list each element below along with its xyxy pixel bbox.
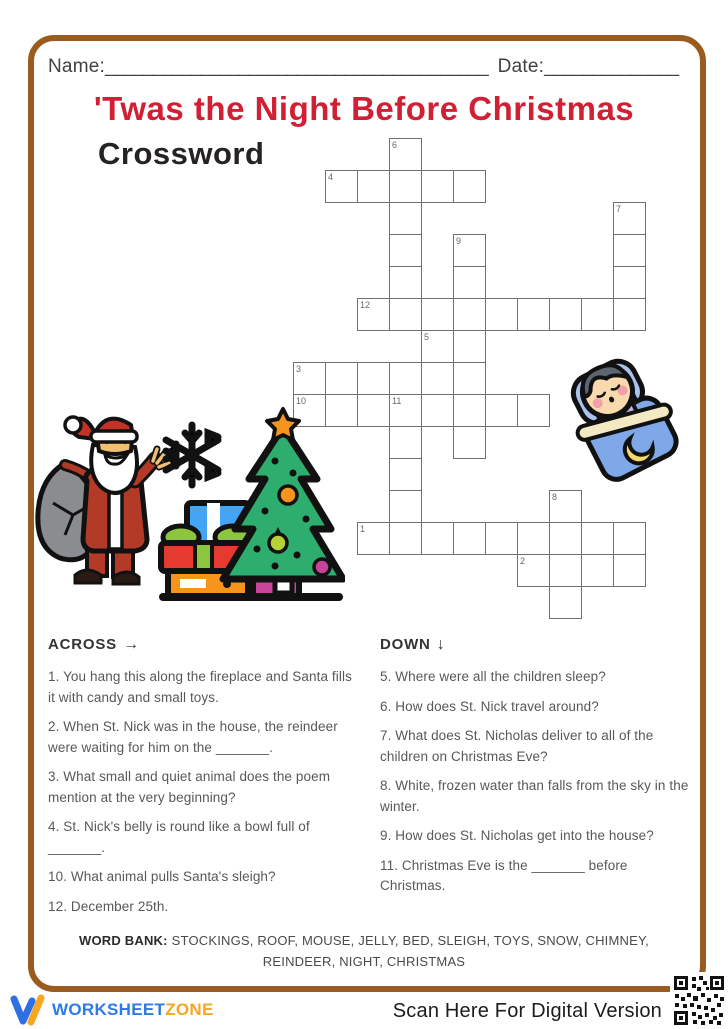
crossword-cell[interactable] (549, 522, 582, 555)
across-header: ACROSS → (48, 636, 139, 653)
word-bank-words: STOCKINGS, ROOF, MOUSE, JELLY, BED, SLEIGH, TOYS, SNOW, CHIMNEY, REINDEER, NIGHT, CHRISTMAS (171, 933, 649, 969)
down-clue-7: 7. What does St. Nicholas deliver to all of the children on Christmas Eve? (380, 728, 654, 764)
cell-number: 12 (360, 300, 371, 310)
across-clue-10: 10. What animal pulls Santa's sleigh? (48, 869, 276, 884)
crossword-cell[interactable] (581, 522, 614, 555)
cell-number: 3 (296, 364, 302, 374)
name-input-line[interactable]: ________________________________________ (104, 56, 488, 77)
crossword-cell[interactable] (453, 362, 486, 395)
crossword-cell[interactable] (357, 522, 390, 555)
crossword-cell[interactable] (453, 298, 486, 331)
crossword-cell[interactable] (453, 426, 486, 459)
date-input-line[interactable]: ______________ (544, 56, 679, 77)
crossword-cell[interactable] (421, 362, 454, 395)
crossword-cell[interactable] (485, 298, 518, 331)
cell-number: 1 (360, 524, 366, 534)
logo-w-icon (10, 994, 46, 1026)
crossword-cell[interactable] (613, 298, 646, 331)
crossword-cell[interactable] (293, 362, 326, 395)
crossword-cell[interactable] (357, 394, 390, 427)
crossword-cell[interactable] (421, 298, 454, 331)
cell-number: 2 (520, 556, 526, 566)
across-clue-12: 12. December 25th. (48, 898, 169, 914)
crossword-cell[interactable] (389, 426, 422, 459)
crossword-cell[interactable] (549, 490, 582, 523)
santa-icon (38, 417, 169, 584)
cell-number: 9 (456, 236, 462, 246)
crossword-cell[interactable] (325, 362, 358, 395)
crossword-cell[interactable] (389, 170, 422, 203)
across-clue-1: 1. You hang this along the fireplace and Santa fills it with candy and small toys. (48, 669, 352, 705)
crossword-cell[interactable] (485, 522, 518, 555)
brand-zone: ZONE (165, 1000, 214, 1019)
crossword-cell[interactable] (453, 394, 486, 427)
cell-number: 4 (328, 172, 334, 182)
crossword-cell[interactable] (421, 170, 454, 203)
crossword-cell[interactable] (453, 330, 486, 363)
crossword-cell[interactable] (613, 234, 646, 267)
crossword-cell[interactable] (549, 298, 582, 331)
crossword-cell[interactable] (517, 522, 550, 555)
ground-line (159, 593, 343, 601)
crossword-cell[interactable] (581, 298, 614, 331)
snowflake-icon (166, 425, 218, 485)
down-clue-6: 6. How does St. Nick travel around? (380, 698, 599, 714)
crossword-cell[interactable] (581, 554, 614, 587)
crossword-cell[interactable] (357, 170, 390, 203)
crossword-cell[interactable] (549, 554, 582, 587)
crossword-cell[interactable] (517, 394, 550, 427)
down-clue-8: 8. White, frozen water than falls from the sky in the winter. (380, 778, 689, 814)
name-label: Name: (48, 56, 105, 77)
crossword-cell[interactable] (389, 138, 422, 171)
crossword-cell[interactable] (453, 266, 486, 299)
crossword-cell[interactable] (357, 298, 390, 331)
word-bank-label: WORD BANK: (79, 933, 168, 948)
across-clue-3: 3. What small and quiet animal does the poem mention at the very beginning? (48, 769, 331, 805)
worksheetzone-logo[interactable] (10, 994, 214, 1026)
crossword-cell[interactable] (613, 522, 646, 555)
down-header: DOWN ↓ (380, 636, 445, 653)
christmas-scene-illustration (35, 403, 345, 603)
crossword-cell[interactable] (613, 266, 646, 299)
down-clue-11: 11. Christmas Eve is the _______ before Christmas. (380, 857, 628, 893)
across-section (48, 636, 362, 926)
sleeping-child-icon (565, 350, 680, 490)
crossword-cell[interactable] (389, 298, 422, 331)
qr-code (670, 972, 728, 1029)
cell-number: 7 (616, 204, 622, 214)
crossword-cell[interactable] (613, 554, 646, 587)
crossword-cell[interactable] (389, 234, 422, 267)
cell-number: 6 (392, 140, 398, 150)
crossword-cell[interactable] (453, 522, 486, 555)
crossword-cell[interactable] (389, 522, 422, 555)
down-clue-9: 9. How does St. Nicholas get into the house? (380, 828, 654, 843)
down-clue-5: 5. Where were all the children sleep? (380, 669, 606, 684)
cell-number: 8 (552, 492, 558, 502)
word-bank (44, 930, 684, 972)
scan-label: Scan Here For Digital Version (392, 1000, 662, 1022)
crossword-cell[interactable] (421, 330, 454, 363)
crossword-cell[interactable] (389, 266, 422, 299)
crossword-cell[interactable] (421, 522, 454, 555)
crossword-cell[interactable] (613, 202, 646, 235)
crossword-cell[interactable] (421, 394, 454, 427)
crossword-cell[interactable] (549, 586, 582, 619)
crossword-cell[interactable] (453, 170, 486, 203)
cell-number: 5 (424, 332, 430, 342)
crossword-cell[interactable] (517, 298, 550, 331)
right-arrow-icon: → (122, 636, 139, 653)
across-clue-4: 4. St. Nick's belly is round like a bowl full of _______. (48, 819, 310, 855)
crossword-cell[interactable] (389, 458, 422, 491)
date-label: Date: (497, 56, 545, 77)
brand-worksheet: WORKSHEET (52, 1000, 166, 1019)
page-subtitle: Crossword (98, 136, 265, 171)
crossword-cell[interactable] (325, 170, 358, 203)
crossword-cell[interactable] (389, 362, 422, 395)
cell-number: 10 (296, 396, 307, 406)
crossword-cell[interactable] (517, 554, 550, 587)
down-arrow-icon: ↓ (436, 636, 445, 653)
crossword-cell[interactable] (485, 394, 518, 427)
across-clue-2: 2. When St. Nick was in the house, the reindeer were waiting for him on the _______. (48, 719, 338, 755)
page-title: 'Twas the Night Before Christmas (93, 90, 635, 127)
down-section (380, 636, 692, 906)
crossword-cell[interactable] (389, 202, 422, 235)
crossword-cell[interactable] (453, 234, 486, 267)
crossword-cell[interactable] (389, 394, 422, 427)
crossword-cell[interactable] (389, 490, 422, 523)
crossword-cell[interactable] (357, 362, 390, 395)
cell-number: 11 (392, 396, 402, 406)
